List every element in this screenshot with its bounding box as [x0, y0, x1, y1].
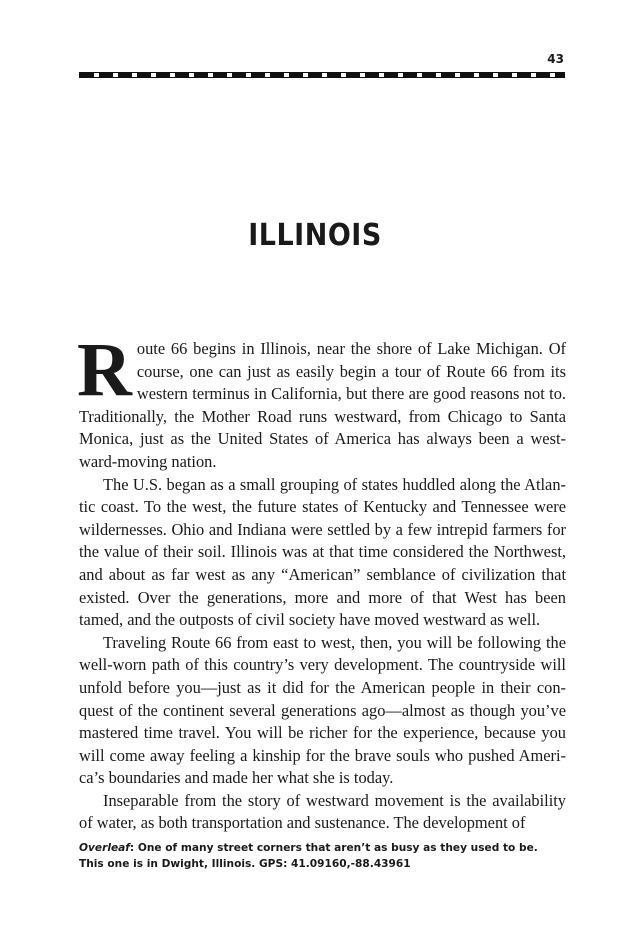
paragraph-2: The U.S. began as a small grouping of states huddled along the Atlantic coast. To the west, the future states of Kentucky and Tennessee were wildernesses. Ohio and Indiana were settled by a few intrepid farmers for the value of their soil. Illinois was at that time considered the Northwest, and about as far west as any “American” semblance of civilization that existed. Over the generations, more and more of that West has been tamed, and the outposts of civil society have moved westward as well.: [79, 474, 566, 630]
paragraph-1: [77, 328, 566, 474]
paragraph-3: Traveling Route 66 from east to west, then, you will be following the well-worn path of this country’s very development. The countryside will unfold before you—just as it did for the American people in their conquest of the continent several generations ago—almost as though you’ve mastered time travel. You will be richer for the experience, because you will come away feeling a kinship for the brave souls who pushed America’s boundaries and made her what she is today.: [79, 632, 566, 788]
chapter-title: ILLINOIS: [248, 218, 382, 253]
dashed-header-rule: [79, 72, 565, 78]
caption-line-2: This one is in Dwight, Illinois. GPS: 41.09160,-88.43961: [79, 858, 411, 870]
page-number: 43: [547, 52, 564, 66]
caption-separator: :: [129, 842, 138, 854]
paragraph-4: Inseparable from the story of westward movement is the availability of water, as both transportation and sustenance. The development of: [79, 790, 566, 833]
caption-line-1: One of many street corners that aren’t as busy as they used to be.: [137, 842, 538, 854]
caption-lead: Overleaf: [79, 842, 130, 854]
drop-cap: R: [77, 328, 132, 412]
body-text: [77, 328, 566, 835]
photo-caption: [79, 840, 569, 872]
paragraph-1-text: oute 66 begins in Illinois, near the shore of Lake Michigan. Of course, one can just as easily begin a tour of Route 66 from its western terminus in California, but there are good reasons not to. Traditionally, the Mother Road runs westward, from Chicago to Santa Monica, just as the United States of America has always been a westward-moving nation.: [79, 339, 566, 471]
